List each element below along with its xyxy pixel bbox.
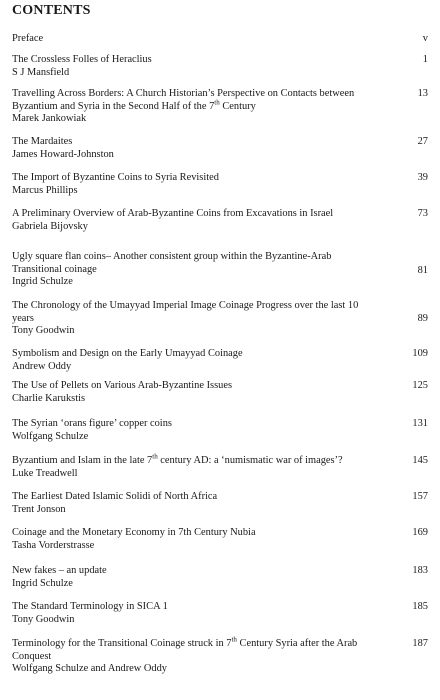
toc-entry <box>12 54 428 79</box>
toc-entry-page: 13 <box>417 88 428 99</box>
toc-entry <box>12 635 428 676</box>
toc-entry-page: 157 <box>412 491 428 502</box>
toc-entry-preface <box>12 33 428 46</box>
toc-entry <box>12 527 428 552</box>
toc-entry-title: Byzantium and Islam in the late 7th century AD: a ‘numismatic war of images’? <box>12 452 343 466</box>
toc-entry-title: Terminology for the Transitional Coinage struck in 7th Century Syria after the Arab Conquest <box>12 635 358 662</box>
page-title: CONTENTS <box>12 3 91 18</box>
toc-entry <box>12 452 428 480</box>
toc-entry <box>12 348 428 373</box>
toc-entry-author: Tasha Vorderstrasse <box>12 539 95 551</box>
toc-entry-author: Trent Jonson <box>12 503 66 515</box>
toc-entry-page: 27 <box>417 136 428 147</box>
toc-entry-title: Ugly square flan coins– Another consistent group within the Byzantine-Arab Transitional coinage <box>12 251 332 275</box>
toc-entry <box>12 300 428 338</box>
toc-entry-title: The Use of Pellets on Various Arab-Byzantine Issues <box>12 380 232 391</box>
toc-entry-title: Coinage and the Monetary Economy in 7th Century Nubia <box>12 527 256 538</box>
toc-entry <box>12 491 428 516</box>
toc-entry <box>12 208 428 233</box>
toc-entry-author: Tony Goodwin <box>12 325 75 337</box>
toc-entry-author: Wolfgang Schulze and Andrew Oddy <box>12 663 167 675</box>
toc-entry-author: Marek Jankowiak <box>12 113 87 125</box>
toc-entry-title: The Earliest Dated Islamic Solidi of North Africa <box>12 491 218 502</box>
toc-entry-author: Ingrid Schulze <box>12 577 73 589</box>
toc-entry-title: New fakes – an update <box>12 565 107 576</box>
toc-entry-author: Charlie Karukstis <box>12 392 86 404</box>
toc-entry <box>12 418 428 443</box>
toc-entry-author: Tony Goodwin <box>12 613 75 625</box>
toc-entry-title: The Standard Terminology in SICA 1 <box>12 601 168 612</box>
toc-entry-page: 125 <box>412 380 428 391</box>
toc-entry-page: 169 <box>412 527 428 538</box>
toc-entry-page: v <box>422 33 428 44</box>
toc-entry <box>12 565 428 590</box>
toc-entry-page: 187 <box>412 638 428 649</box>
toc-entry-title: The Syrian ‘orans figure’ copper coins <box>12 418 172 429</box>
toc-entry-author: Andrew Oddy <box>12 360 72 372</box>
toc-entry-author: James Howard-Johnston <box>12 148 114 160</box>
toc-entry-title: The Mardaites <box>12 136 73 147</box>
toc-entry-title: The Import of Byzantine Coins to Syria Revisited <box>12 172 219 183</box>
toc-entry-title: Symbolism and Design on the Early Umayyad Coinage <box>12 348 243 359</box>
toc-entry-page: 81 <box>417 265 428 276</box>
toc-entry <box>12 136 428 161</box>
toc-entry-title: The Chronology of the Umayyad Imperial Image Coinage Progress over the last 10 years <box>12 300 359 324</box>
toc-entry-title: Travelling Across Borders: A Church Historian’s Perspective on Contacts between Byzantium and Syria in the Second Half of the 7th Century <box>12 88 355 112</box>
toc-entry <box>12 601 428 626</box>
toc-entry-page: 1 <box>422 54 428 65</box>
toc-entry-author: S J Mansfield <box>12 66 70 78</box>
toc-entry-title: A Preliminary Overview of Arab-Byzantine Coins from Excavations in Israel <box>12 208 334 219</box>
toc-entry <box>12 88 428 126</box>
toc-entry-page: 145 <box>412 455 428 466</box>
toc-entry-title: Preface <box>12 33 44 44</box>
toc-entry-author: Marcus Phillips <box>12 184 78 196</box>
toc-entry-page: 185 <box>412 601 428 612</box>
toc-entry-title: The Crossless Folles of Heraclius <box>12 54 152 65</box>
toc-entry-author: Wolfgang Schulze <box>12 430 89 442</box>
toc-entry-page: 89 <box>417 313 428 324</box>
toc-entry-page: 73 <box>417 208 428 219</box>
toc-entry-author: Gabriela Bijovsky <box>12 220 88 232</box>
toc-entry <box>12 251 428 289</box>
toc-entry-author: Ingrid Schulze <box>12 276 73 288</box>
toc-entry-page: 39 <box>417 172 428 183</box>
toc-entry-page: 183 <box>412 565 428 576</box>
toc-entry-page: 109 <box>412 348 428 359</box>
toc-entry-page: 131 <box>412 418 428 429</box>
toc-entry <box>12 380 428 405</box>
toc-entry-author: Luke Treadwell <box>12 467 78 479</box>
toc-entry <box>12 172 428 197</box>
